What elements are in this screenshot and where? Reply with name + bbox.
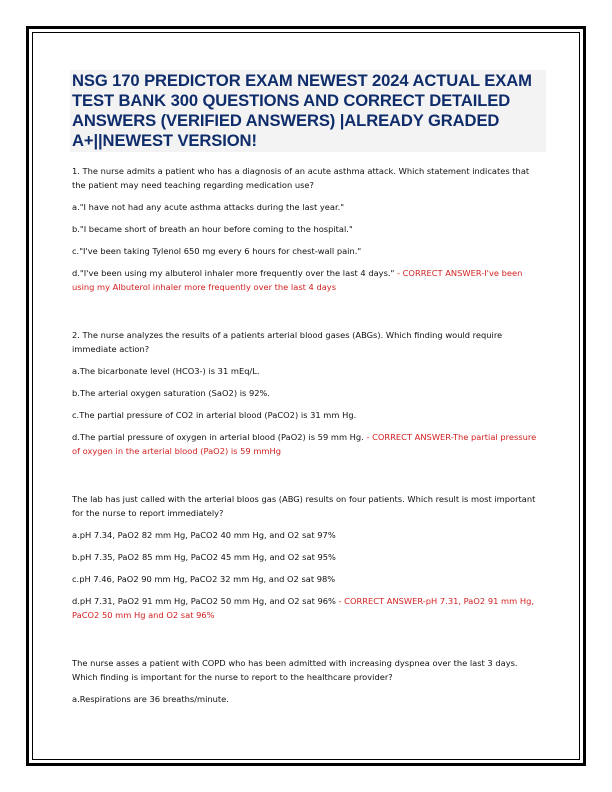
correct-answer: - CORRECT ANSWER-pH 7.31, PaO2 91 mm Hg, PaCO2 50 mm Hg and O2 sat 96% [72, 596, 534, 620]
spacer [72, 630, 542, 656]
option-d [72, 594, 542, 622]
option-d [72, 266, 542, 294]
question-text: 2. The nurse analyzes the results of a patients arterial blood gases (ABGs). Which finding would require immediate action? [72, 330, 503, 354]
option-d-text: d."I've been using my albuterol inhaler more frequently over the last 4 days." [72, 268, 395, 278]
question-1 [72, 164, 542, 294]
option-a: a.Respirations are 36 breaths/minute. [72, 694, 229, 704]
option-a: a.The bicarbonate level (HCO3-) is 31 mEq/L. [72, 366, 260, 376]
option-b: b.The arterial oxygen saturation (SaO2) is 92%. [72, 388, 271, 398]
question-text: 1. The nurse admits a patient who has a diagnosis of an acute asthma attack. Which statement indicates that the patient may need teaching regarding medication use? [72, 166, 530, 190]
option-a: a."I have not had any acute asthma attacks during the last year." [72, 202, 345, 212]
spacer [72, 302, 542, 328]
question-text: The lab has just called with the arterial bloos gas (ABG) results on four patients. Which result is most important for the nurse to report immediately? [72, 494, 536, 518]
option-a: a.pH 7.34, PaO2 82 mm Hg, PaCO2 40 mm Hg, and O2 sat 97% [72, 530, 336, 540]
correct-answer: - CORRECT ANSWER-I've been using my Albuterol inhaler more frequently over the last 4 days [72, 268, 523, 292]
question-3 [72, 492, 542, 622]
spacer [72, 466, 542, 492]
option-d [72, 430, 542, 458]
option-c: c.The partial pressure of CO2 in arterial blood (PaCO2) is 31 mm Hg. [72, 410, 357, 420]
option-b: b."I became short of breath an hour before coming to the hospital." [72, 224, 353, 234]
question-text: The nurse asses a patient with COPD who has been admitted with increasing dyspnea over the last 3 days. Which finding is important for the nurse to report to the healthcare provider? [72, 658, 518, 682]
question-4 [72, 656, 542, 706]
correct-answer: - CORRECT ANSWER-The partial pressure of oxygen in the arterial blood (PaO2) is 59 mmHg [72, 432, 537, 456]
document-title: NSG 170 PREDICTOR EXAM NEWEST 2024 ACTUAL EXAM TEST BANK 300 QUESTIONS AND CORRECT DETAILED ANSWERS (VERIFIED ANSWERS) |ALREADY GRADED A+||NEWEST VERSION! [70, 70, 546, 152]
option-c: c."I've been taking Tylenol 650 mg every 6 hours for chest-wall pain." [72, 246, 362, 256]
option-d-text: d.pH 7.31, PaO2 91 mm Hg, PaCO2 50 mm Hg, and O2 sat 96% [72, 596, 336, 606]
question-2 [72, 328, 542, 458]
option-b: b.pH 7.35, PaO2 85 mm Hg, PaCO2 45 mm Hg, and O2 sat 95% [72, 552, 336, 562]
document-body [72, 70, 542, 714]
option-c: c.pH 7.46, PaO2 90 mm Hg, PaCO2 32 mm Hg, and O2 sat 98% [72, 574, 336, 584]
option-d-text: d.The partial pressure of oxygen in arterial blood (PaO2) is 59 mm Hg. [72, 432, 364, 442]
